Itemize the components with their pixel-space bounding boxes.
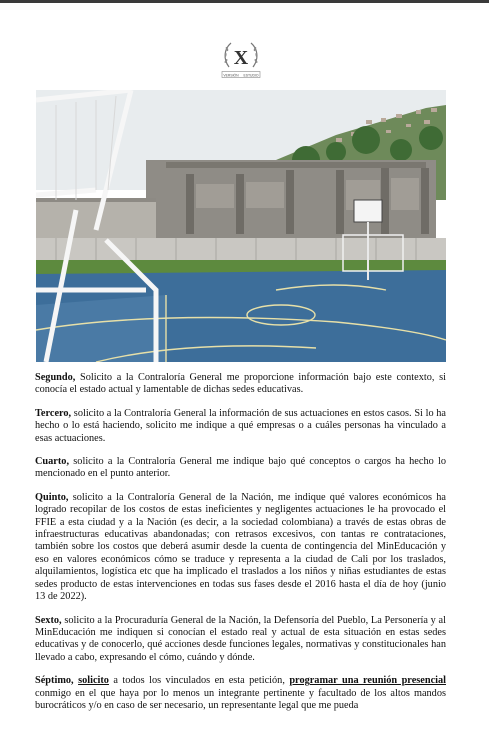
- logo-left-text: VERSIÓN: [223, 73, 239, 78]
- document-body: [35, 372, 446, 723]
- paragraph-cuarto: [35, 456, 446, 481]
- paragraph-text: solicito a la Contraloría General me indique bajo qué conceptos o cargos ha hecho lo mencionado en el punto anterior.: [35, 456, 446, 480]
- paragraph-text: solicito a la Procuraduría General de la Nación, la Defensoría del Pueblo, La Personería y al MinEducación me indiquen si conocían el estado real y actual de esta situación en estas sedes educativas y de conocerlo, qué acciones desde funciones legales, normativas y constitucionales han llevado a cabo, expresando el cómo, cuándo y dónde.: [35, 614, 446, 663]
- logo-letter: X: [233, 47, 249, 69]
- underlined-reunion-presencial: programar una reunión presencial: [289, 675, 447, 687]
- paragraph-lead: Tercero,: [35, 407, 72, 419]
- basketball-court-photo: [36, 90, 446, 362]
- top-border: [0, 0, 489, 3]
- logo-right-text: ESTUDIO: [243, 73, 259, 78]
- laurel-x-logo-icon: [219, 37, 263, 81]
- paragraph-text: solicito a la Contraloría General de la Nación, me indique qué valores económicos ha logrado recopilar de los costos de estas ineficientes y negligentes actuaciones le ha provocado el FFIE a esta ciudad y a la Nación (es decir, a la sociedad colombiana) a través de estas obras de infraestructuras educativas abandonadas; con retrasos excesivos, con tantas re contrataciones, también sobre los costos que deberá asumir desde la cuenta de contingencia del MinEducación y eso en valores económicos cómo se traduce y representa a la ciudad de Cali por los traslados, alquilamientos, logística etc que ha implicado el traslados a los niños y niñas estudiantes de estas sedes producto de estas intervenciones en todas sus fases desde el 2016 hasta el día de hoy (junio 13 de 2022).: [35, 491, 446, 603]
- paragraph-lead: Séptimo,: [35, 675, 74, 687]
- underlined-solicito: solicito: [78, 675, 109, 687]
- paragraph-lead: Quinto,: [35, 491, 69, 503]
- paragraph-lead: Segundo,: [35, 372, 76, 383]
- paragraph-quinto: [35, 492, 446, 604]
- paragraph-segundo: [35, 372, 446, 397]
- paragraph-septimo: [35, 675, 446, 712]
- paragraph-tercero: [35, 408, 446, 445]
- paragraph-mid-text: a todos los vinculados en esta petición,: [108, 675, 290, 687]
- paragraph-text: conmigo en el que haya por lo menos un integrante pertinente y facultado de los altos mandos burocráticos y/o en caso de ser necesario, un representante legal que me pueda: [35, 687, 446, 711]
- paragraph-lead: Sexto,: [35, 614, 62, 626]
- paragraph-text: solicito a la Contraloría General la información de sus actuaciones en estos casos. Si lo ha hecho o lo está haciendo, solicito me indique a qué empresas o a cuáles personas ha vinculado a esas actuaciones.: [35, 407, 446, 444]
- publication-logo: [219, 37, 263, 81]
- paragraph-text: Solicito a la Contraloría General me proporcione información bajo este contexto, si conocía el estado actual y lamentable de dichas sedes educativas.: [35, 372, 446, 396]
- paragraph-sexto: [35, 615, 446, 665]
- paragraph-lead: Cuarto,: [35, 456, 70, 468]
